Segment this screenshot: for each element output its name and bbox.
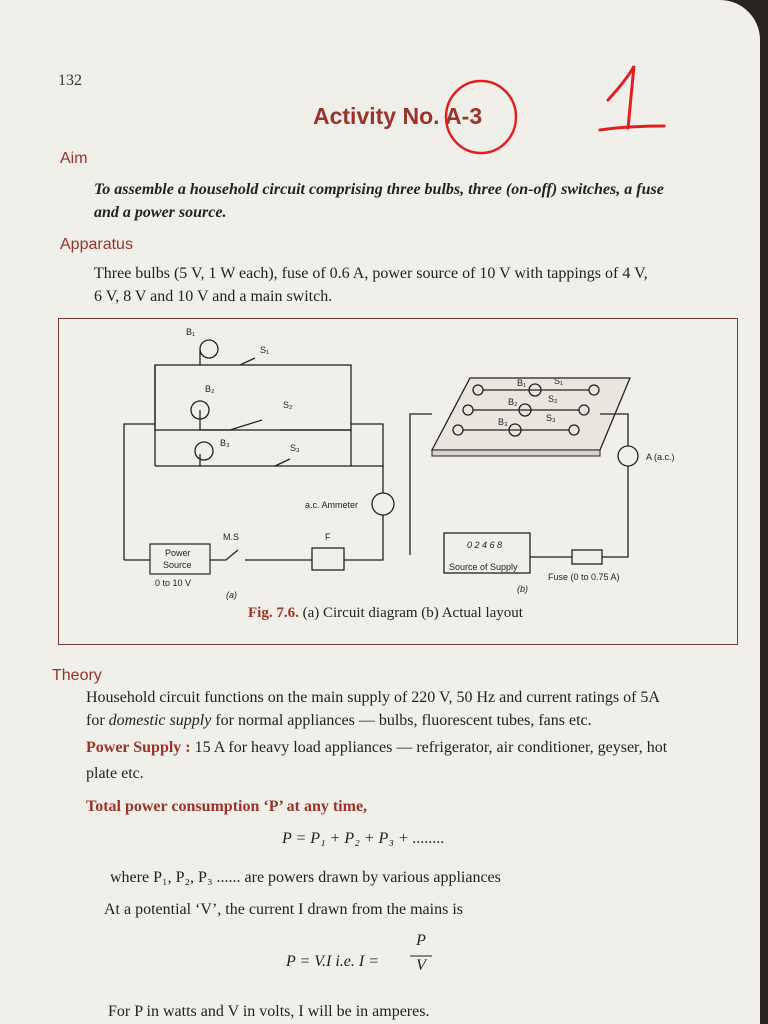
label-b-source: Source of Supply xyxy=(449,562,518,572)
formula-denominator: V xyxy=(416,957,426,974)
aim-heading: Aim xyxy=(60,150,88,167)
label-b-s3: S₃ xyxy=(546,413,556,423)
theory-line-2 xyxy=(86,709,592,732)
label-b-b2: B₂ xyxy=(508,397,518,407)
label-range: 0 to 10 V xyxy=(155,578,192,588)
formula-numerator: P xyxy=(416,932,426,949)
total-power-heading: Total power consumption ‘P’ at any time, xyxy=(86,798,368,815)
activity-title: Activity No. A-3 xyxy=(313,103,483,129)
label-ms: M.S xyxy=(223,532,240,542)
figure-caption-text: (a) Circuit diagram (b) Actual layout xyxy=(302,605,523,621)
label-s1: S₁ xyxy=(260,345,270,355)
label-part-b: (b) xyxy=(517,584,528,594)
apparatus-line-1: Three bulbs (5 V, 1 W each), fuse of 0.6 A, power source of 10 V with tappings of 4 V, xyxy=(94,265,648,282)
figure-caption xyxy=(248,605,523,622)
theory-line-2-italic: domestic supply xyxy=(108,712,212,729)
potential-line: At a potential ‘V’, the current I drawn from the mains is xyxy=(104,901,463,918)
label-f: F xyxy=(325,532,331,542)
theory-line-2-b: for normal appliances — bulbs, fluorescent tubes, fans etc. xyxy=(211,712,592,729)
label-b3: B₃ xyxy=(220,438,230,448)
label-s2: S₂ xyxy=(283,400,293,410)
label-b-b3: B₃ xyxy=(498,417,508,427)
label-b-fuse: Fuse (0 to 0.75 A) xyxy=(548,572,620,582)
label-ammeter: a.c. Ammeter xyxy=(305,500,359,510)
label-part-a: (a) xyxy=(226,590,237,600)
apparatus-line-2: 6 V, 8 V and 10 V and a main switch. xyxy=(94,288,333,305)
power-supply-label: Power Supply : xyxy=(86,739,191,756)
label-b-s2: S₂ xyxy=(548,394,558,404)
label-b-dial: 0 2 4 6 8 xyxy=(467,540,503,550)
where-line: where P₁, P₂, P₃ ...... are powers drawn by various appliances xyxy=(110,869,501,886)
label-power: Power xyxy=(165,548,191,558)
figure-number: Fig. 7.6. xyxy=(248,605,299,621)
page-number: 132 xyxy=(58,72,82,89)
circuit-diagram-a xyxy=(124,340,394,574)
layout-diagram-b xyxy=(410,378,638,573)
label-source: Source xyxy=(163,560,192,570)
power-supply-text: 15 A for heavy load appliances — refrigerator, air conditioner, geyser, hot xyxy=(190,739,668,756)
aim-line-2: and a power source. xyxy=(94,204,227,221)
power-supply-line xyxy=(86,736,667,759)
label-b-b1: B₁ xyxy=(517,378,527,388)
last-line: For P in watts and V in volts, I will be in amperes. xyxy=(108,1003,430,1020)
label-b2: B₂ xyxy=(205,384,215,394)
page-edge-shadow xyxy=(760,0,768,1024)
label-b1: B₁ xyxy=(186,327,196,337)
theory-heading: Theory xyxy=(52,667,102,684)
apparatus-heading: Apparatus xyxy=(60,236,133,253)
power-supply-line-2: plate etc. xyxy=(86,765,144,782)
theory-line-2-a: for xyxy=(86,712,109,729)
label-s3: S₃ xyxy=(290,443,300,453)
label-b-ammeter: A (a.c.) xyxy=(646,452,675,462)
theory-line-1: Household circuit functions on the main supply of 220 V, 50 Hz and current ratings of 5A xyxy=(86,689,660,706)
label-b-s1: S₁ xyxy=(554,376,564,386)
formula-current: P = V.I i.e. I = xyxy=(286,953,379,970)
aim-line-1: To assemble a household circuit comprising three bulbs, three (on-off) switches, a fuse xyxy=(94,181,664,198)
formula-total-power: P = P₁ + P₂ + P₃ + ........ xyxy=(282,830,445,847)
